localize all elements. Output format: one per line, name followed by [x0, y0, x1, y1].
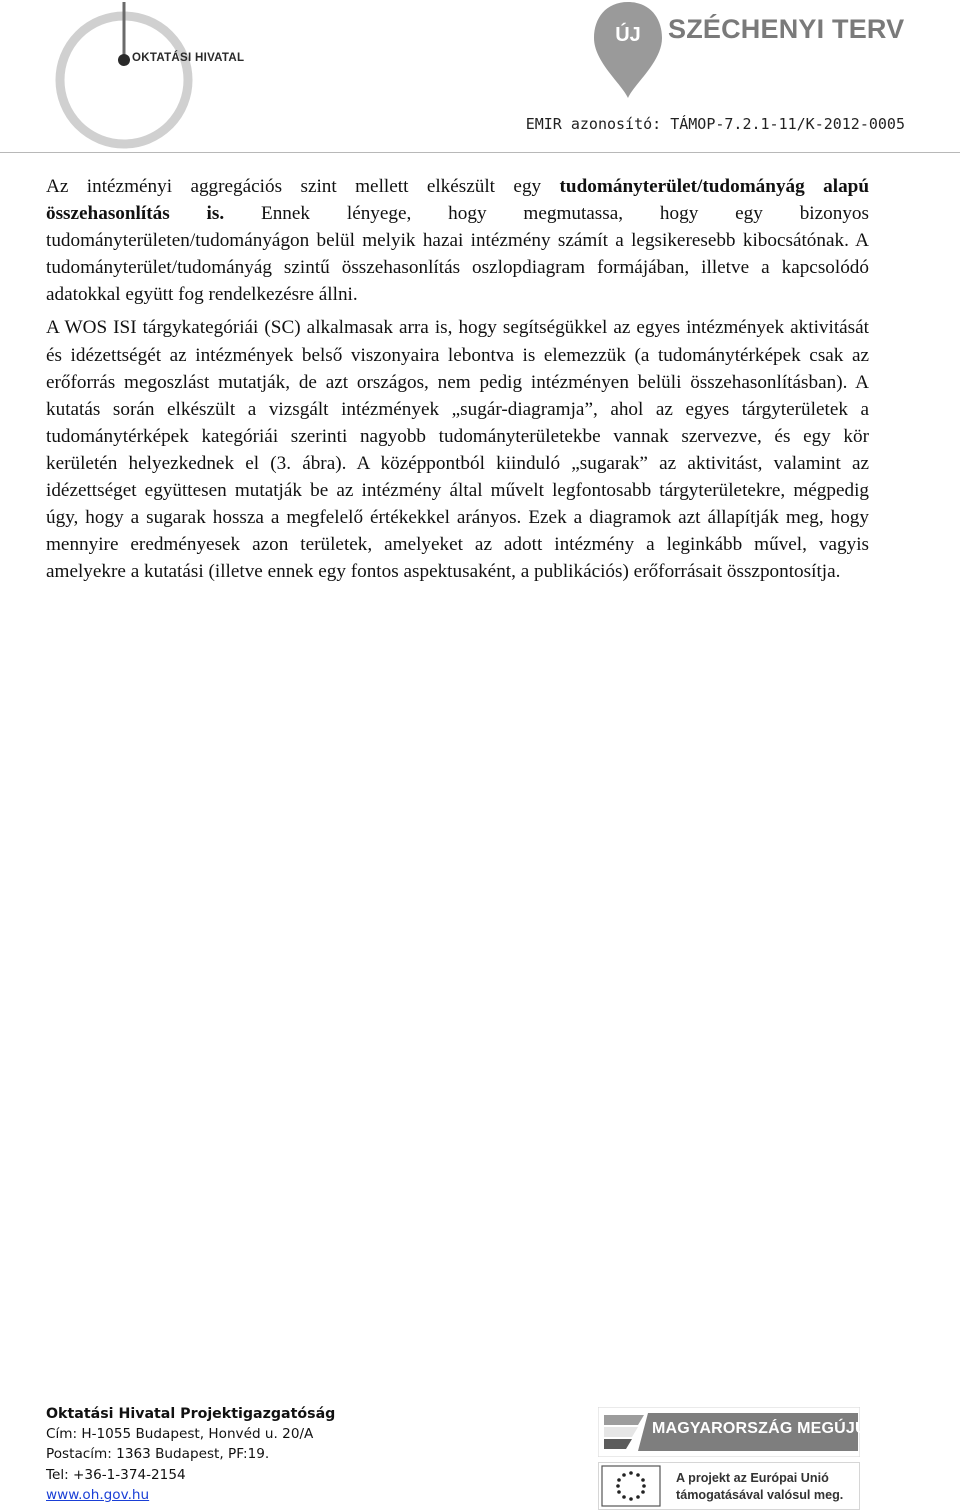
eu-support-text	[676, 1470, 843, 1504]
eu-support-line-1: A projekt az Európai Unió	[676, 1471, 829, 1485]
page-header	[0, 0, 960, 155]
document-body	[46, 173, 869, 591]
szechenyi-uj-label: ÚJ	[615, 24, 641, 46]
footer-org-name: Oktatási Hivatal Projektigazgatóság	[46, 1406, 336, 1422]
szechenyi-terv-title: SZÉCHENYI TERV	[668, 14, 905, 44]
header-divider	[0, 152, 960, 153]
paragraph-2: A WOS ISI tárgykategóriái (SC) alkalmasak arra is, hogy segítségükkel az egyes intézmények aktivitását és idézettségét az intézmények belső viszonyaira lebontva is elemezzük (a tudománytérképek csak az erőforrás megoszlást mutatják, de azt országos, nem pedig intézményen belüli összehasonlításban). A kutatás során elkészült a vizsgált intézmények „sugár-diagramja”, ahol az egyes tárgyterületek a tudománytérképek kategóriái szerinti nagyobb tudományterületekbe vannak szervezve, és egy kör kerületén helyezkednek el (3. ábra). A középpontból kiinduló „sugarak” az aktivitást, valamint az idézettséget együttesen mutatják be az intézmény által művelt legfontosabb tárgyterületekre, mégpedig úgy, hogy a sugarak hossza a megfelelő értékekkel arányos. Ezek a diagramok azt állapítják meg, hogy mennyire eredményesek azon területek, amelyeket az adott intézmény a leginkább művel, vagyis amelyekre a kutatási (illetve ennek egy fontos aspektusaként, a publikációs) erőforrásait összpontosítja.	[46, 317, 869, 583]
footer-postal: Postacím: 1363 Budapest, PF:19.	[46, 1446, 270, 1463]
szechenyi-pin-icon	[588, 0, 668, 100]
magyarorszag-megujul-text: MAGYARORSZÁG MEGÚJUL	[652, 1420, 877, 1437]
footer-address: Cím: H-1055 Budapest, Honvéd u. 20/A	[46, 1426, 314, 1443]
footer-tel: Tel: +36-1-374-2154	[46, 1466, 186, 1483]
oktatasi-hivatal-logo	[52, 2, 282, 152]
paragraph-1-rest: Ennek lényege, hogy megmutassa, hogy egy bizonyos tudományterületen/tudományágon belül melyik hazai intézmény számít a legsikeresebb kibocsátónak. A tudományterület/tudományág szintű összehasonlítás oszlopdiagram formájában, illetve a kapcsolódó adatokkal együtt fog rendelkezésre állni.	[46, 203, 869, 306]
oktatasi-hivatal-logo-text: OKTATÁSI HIVATAL	[132, 52, 245, 64]
paragraph-1-intro: Az intézményi aggregációs szint mellett elkészült egy	[46, 176, 560, 197]
footer-web-link[interactable]: www.oh.gov.hu	[46, 1486, 150, 1503]
footer-contact	[46, 1404, 335, 1505]
paragraph-1-bold: tudományterület/tudományág alapú összehasonlítás is.	[46, 176, 870, 225]
eu-support-line-2: támogatásával valósul meg.	[676, 1488, 844, 1502]
emir-identifier: EMIR azonosító: TÁMOP-7.2.1-11/K-2012-0005	[525, 115, 905, 133]
paragraph-1	[46, 173, 869, 308]
